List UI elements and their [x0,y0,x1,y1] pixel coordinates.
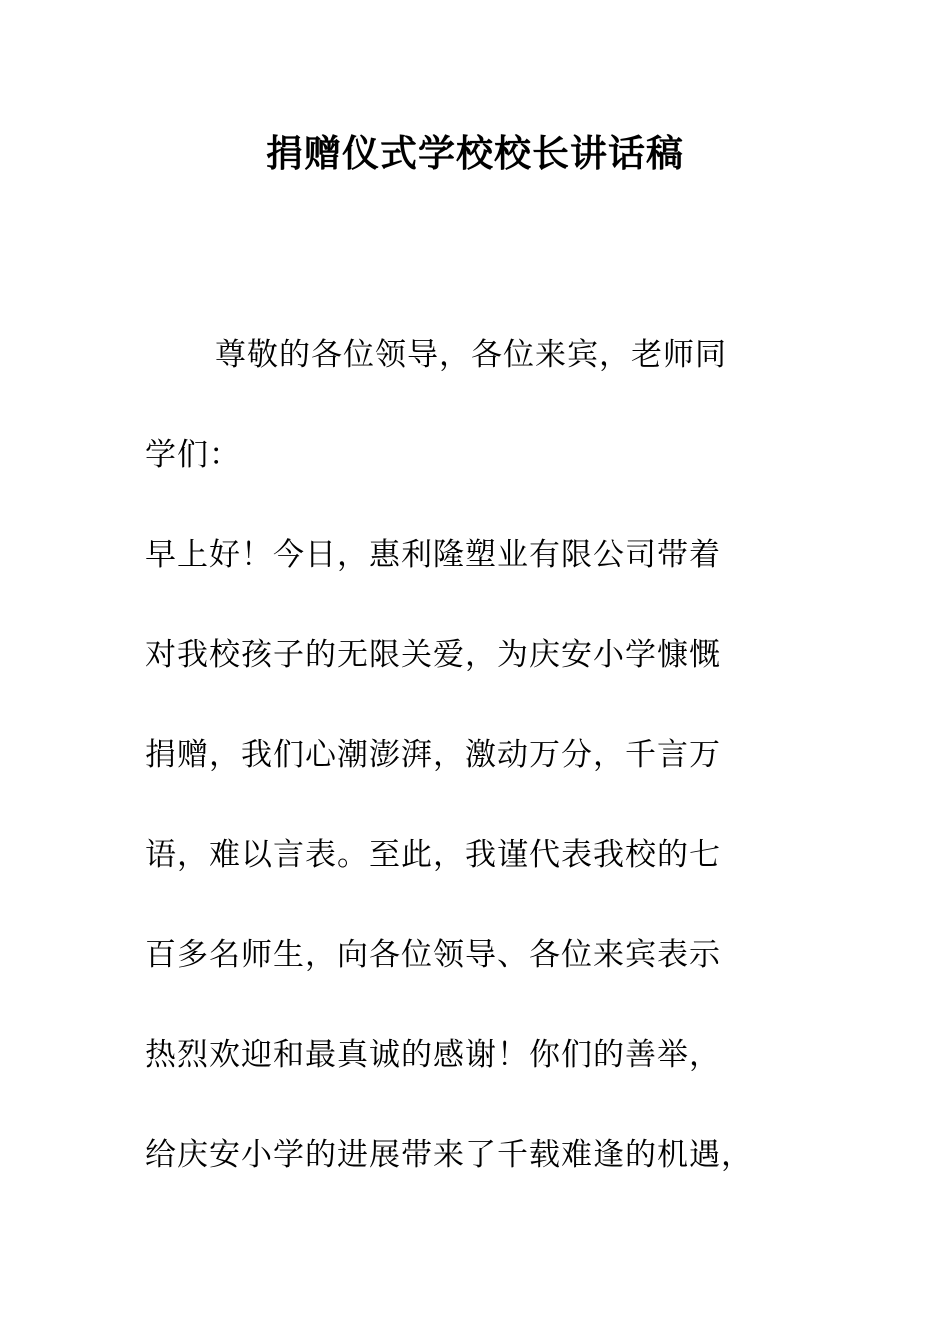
paragraph-line: 语，难以言表。至此，我谨代表我校的七 [145,837,721,873]
document-title: 捐赠仪式学校校长讲话稿 [266,131,684,175]
salutation-line-continued: 学们： [145,437,241,473]
paragraph-line: 捐赠，我们心潮澎湃，激动万分，千言万 [145,737,721,773]
paragraph-line: 早上好！今日，惠利隆塑业有限公司带着 [145,537,721,573]
paragraph-line: 对我校孩子的无限关爱，为庆安小学慷慨 [145,637,721,673]
paragraph-line: 百多名师生，向各位领导、各位来宾表示 [145,937,721,973]
paragraph-line: 热烈欢迎和最真诚的感谢！你们的善举， [145,1037,721,1073]
salutation-line: 尊敬的各位领导，各位来宾，老师同 [215,337,727,373]
document-body [145,305,825,1205]
paragraph-line: 给庆安小学的进展带来了千载难逢的机遇， [145,1137,753,1173]
